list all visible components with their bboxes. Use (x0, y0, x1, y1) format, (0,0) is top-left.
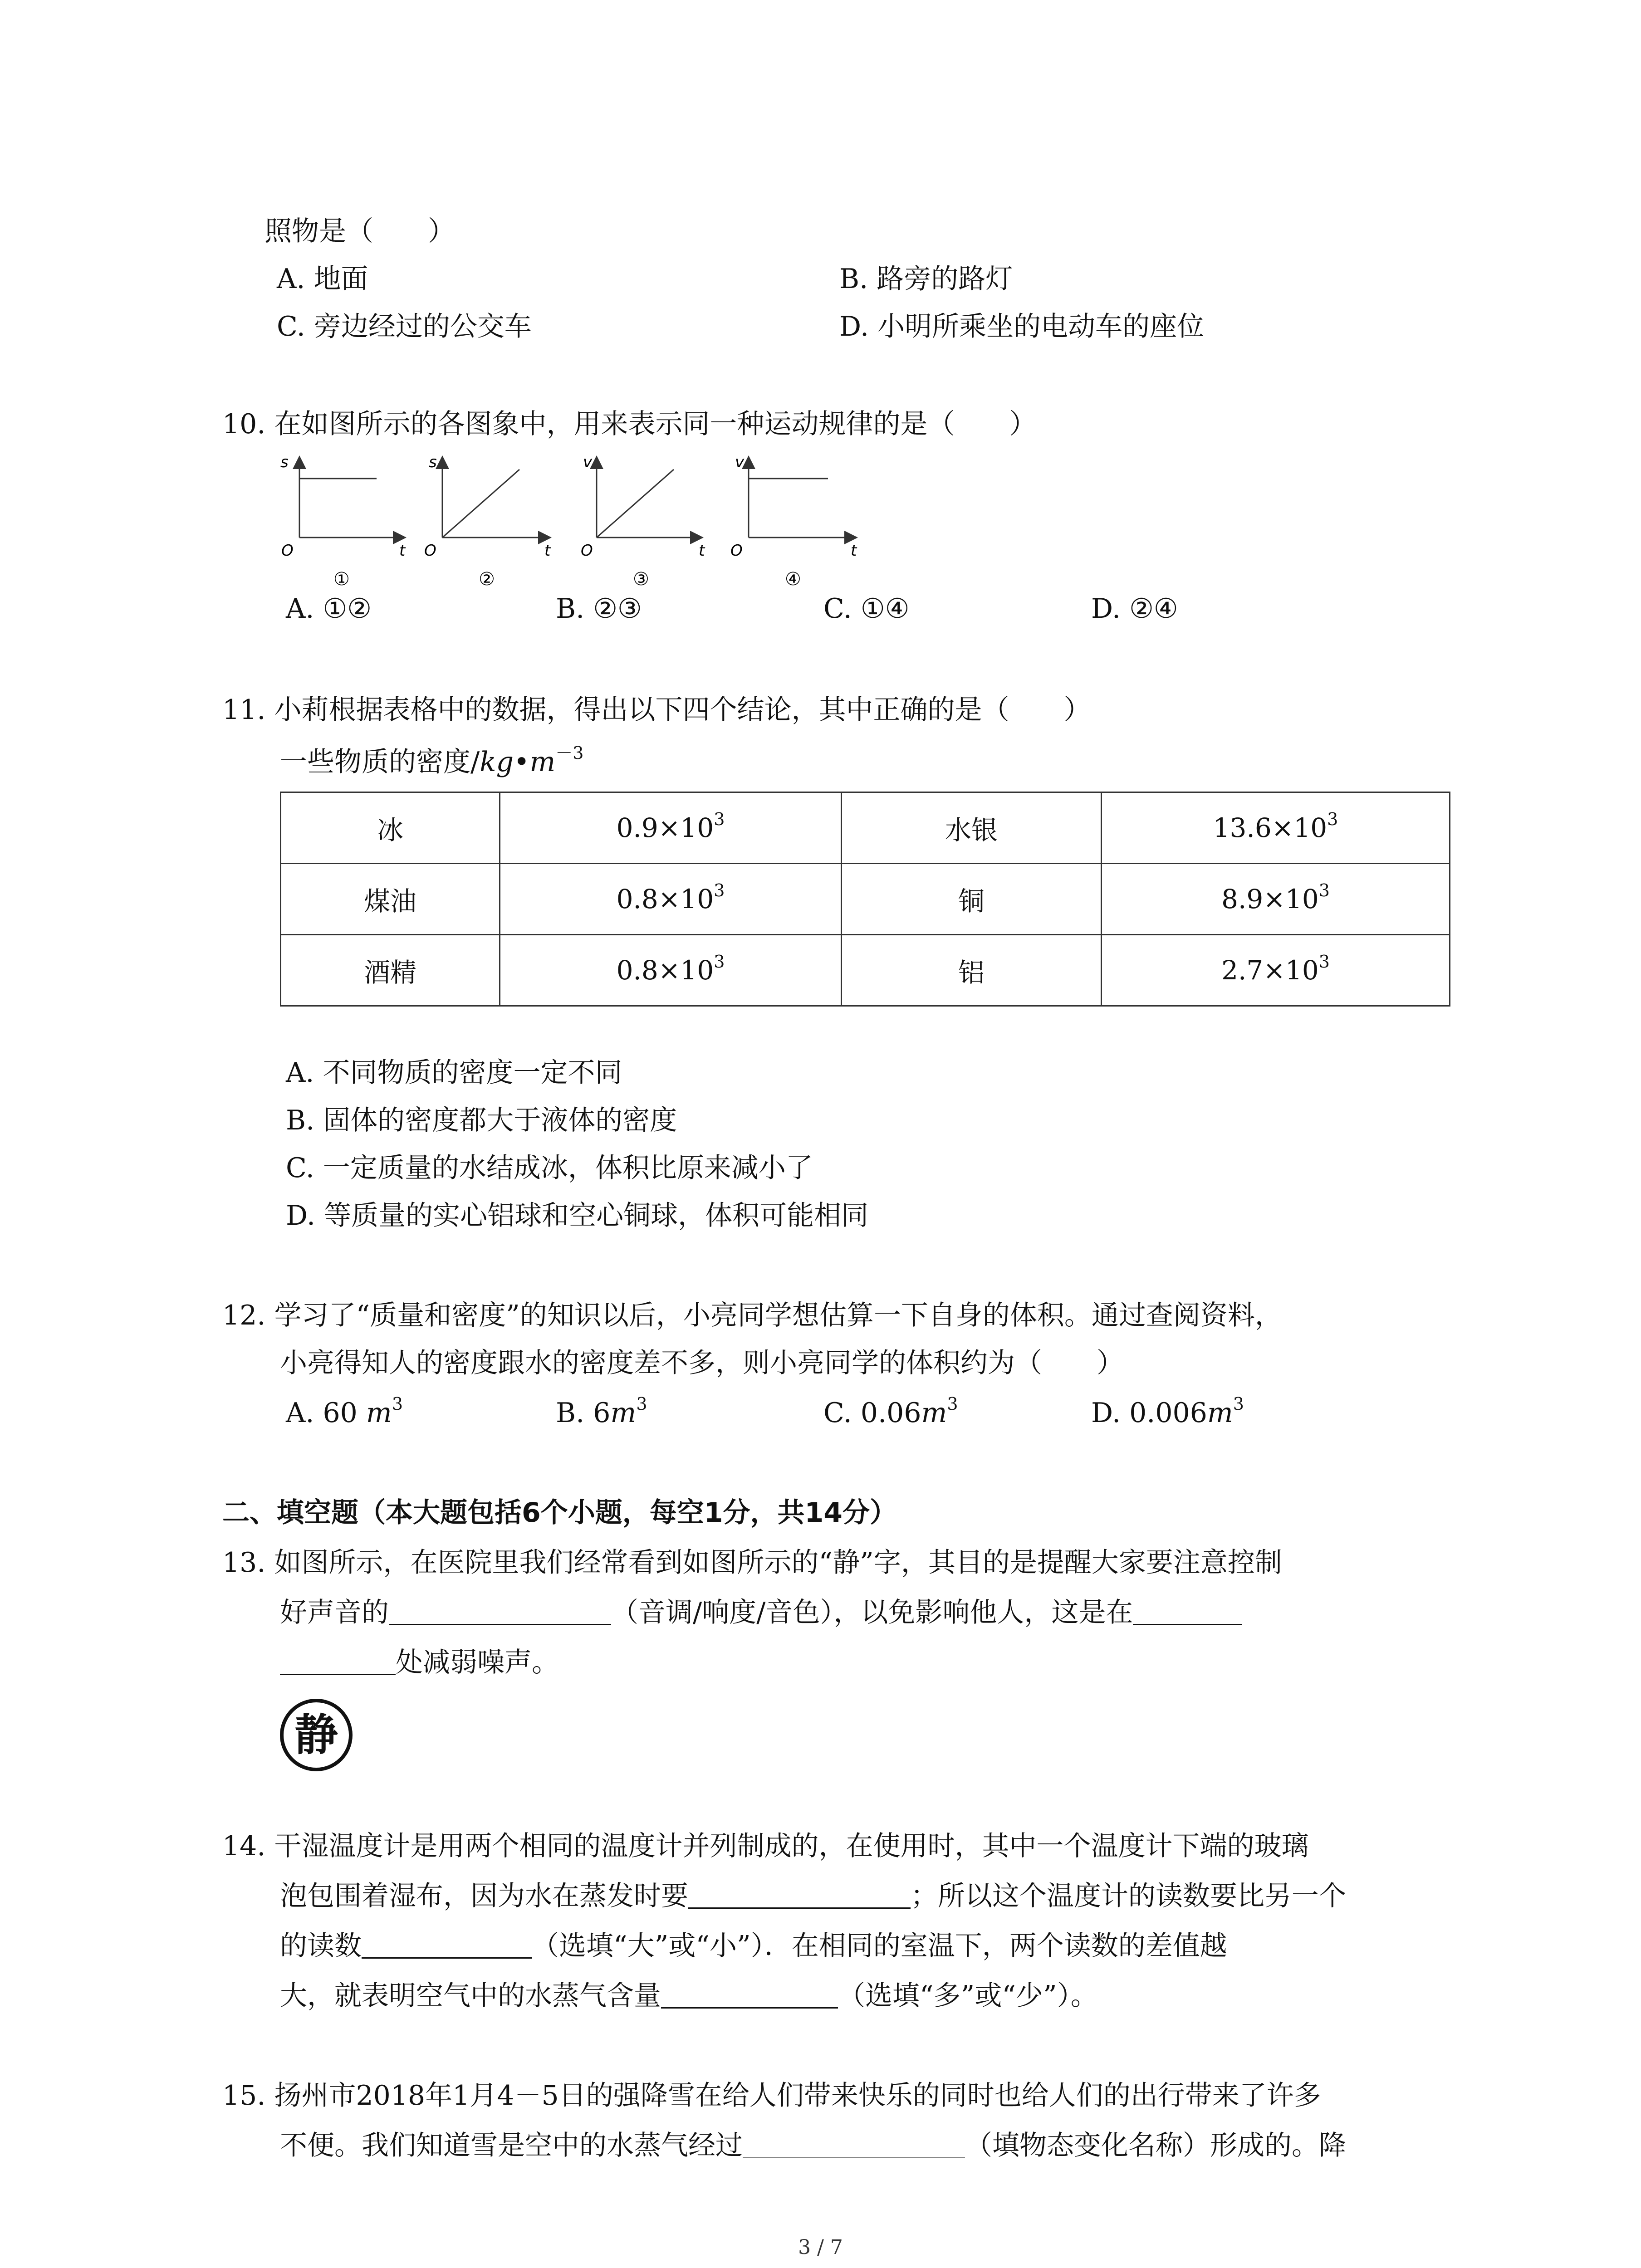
graph-3 (581, 453, 705, 590)
q11-option-b: B. 固体的密度都大于液体的密度 (286, 1105, 677, 1136)
answer-blank[interactable] (743, 2130, 965, 2158)
quiet-sign-char: 静 (294, 1710, 338, 1760)
q14-line2: 泡包围着湿布，因为水在蒸发时要 ；所以这个温度计的读数要比另一个 (280, 1880, 1346, 1912)
graph-3-y-label: v (583, 453, 593, 471)
graph-1 (280, 453, 406, 590)
quiet-sign (280, 1699, 353, 1771)
page-number: 3 / 7 (798, 2236, 843, 2259)
answer-blank[interactable] (362, 1930, 532, 1959)
q12-stem-line2: 小亮得知人的密度跟水的密度差不多，则小亮同学的体积约为（ ） (280, 1347, 1124, 1379)
graph-4 (730, 453, 857, 590)
q10-option-d: D. ②④ (1091, 593, 1178, 625)
q14-line1: 14. 干湿温度计是用两个相同的温度计并列制成的，在使用时，其中一个温度计下端的玻璃 (222, 1830, 1309, 1862)
q11-option-d: D. 等质量的实心铝球和空心铜球，体积可能相同 (286, 1200, 869, 1232)
q9-option-a: A. 地面 (277, 263, 368, 295)
table-row (281, 864, 1450, 935)
q11-table-caption (280, 744, 583, 780)
q15-line1: 15. 扬州市2018年1月4－5日的强降雪在给人们带来快乐的同时也给人们的出行带来了许多 (222, 2080, 1321, 2112)
graph-2-x-label: t (544, 542, 551, 560)
table-cell: 铜 (842, 864, 1102, 935)
q10-option-a: A. ①② (286, 593, 372, 625)
graph-3-line (597, 469, 674, 538)
q9-option-c: C. 旁边经过的公交车 (277, 311, 532, 342)
table-cell: 酒精 (281, 935, 500, 1006)
graph-1-y-label: s (280, 453, 289, 471)
graph-3-origin: O (581, 542, 593, 560)
answer-blank[interactable] (389, 1597, 611, 1625)
q10-option-b: B. ②③ (556, 593, 642, 625)
table-cell: $2.7\times 10^3$ (1102, 935, 1450, 1006)
graph-1-origin: O (281, 542, 294, 560)
q14-line3: 的读数 （选填“大”或“小”）．在相同的室温下，两个读数的差值越 (280, 1930, 1227, 1962)
q15-line2: 不便。我们知道雪是空中的水蒸气经过 （填物态变化名称）形成的。降 (280, 2130, 1346, 2161)
answer-blank[interactable] (661, 1980, 838, 2009)
q12-option-d: D. $0.006m^3$ (1091, 1394, 1244, 1429)
graph-4-number: ④ (785, 569, 801, 590)
q12-option-b: B. $6m^3$ (556, 1394, 647, 1429)
graph-4-origin: O (730, 542, 743, 560)
q12-stem-line1: 12. 学习了“质量和密度”的知识以后，小亮同学想估算一下自身的体积。通过查阅资料， (222, 1300, 1282, 1331)
q10-stem: 10. 在如图所示的各图象中，用来表示同一种运动规律的是（ ） (222, 408, 1037, 440)
q13-line3: 处减弱噪声。 (280, 1644, 559, 1681)
q12-option-c: C. $0.06m^3$ (823, 1394, 958, 1429)
graph-2-y-label: s (429, 453, 437, 471)
q11-stem: 11. 小莉根据表格中的数据，得出以下四个结论，其中正确的是（ ） (222, 694, 1091, 726)
answer-blank[interactable] (688, 1880, 911, 1909)
graph-4-y-label: v (735, 453, 745, 471)
q12-option-a: A. 60 $m^3$ (286, 1394, 403, 1429)
q10-graphs (272, 449, 907, 594)
q9-stem-tail: 照物是（ ） (265, 215, 455, 247)
q13-line2: 好声音的 （音调/响度/音色），以免影响他人，这是在 (280, 1594, 1242, 1631)
table-cell: 冰 (281, 792, 500, 864)
table-cell: $0.9\times 10^3$ (500, 792, 842, 864)
table-cell: 水银 (842, 792, 1102, 864)
graph-2-number: ② (479, 569, 495, 590)
q13-line1: 13. 如图所示，在医院里我们经常看到如图所示的“静”字，其目的是提醒大家要注意控制 (222, 1547, 1282, 1579)
graph-1-x-label: t (399, 542, 406, 560)
table-cell: $0.8\times 10^3$ (500, 935, 842, 1006)
table-cell: 铝 (842, 935, 1102, 1006)
q9-option-d: D. 小明所乘坐的电动车的座位 (839, 311, 1205, 342)
table-row (281, 792, 1450, 864)
graph-2-origin: O (424, 542, 436, 560)
table-caption-exp: －3 (555, 743, 584, 763)
graph-1-number: ① (333, 569, 350, 590)
table-cell: $8.9\times 10^3$ (1102, 864, 1450, 935)
graph-2 (424, 453, 551, 590)
section-2-heading: 二、填空题（本大题包括6个小题，每空1分，共14分） (222, 1497, 897, 1529)
table-cell: $0.8\times 10^3$ (500, 864, 842, 935)
table-cell: 煤油 (281, 864, 500, 935)
q14-line4: 大，就表明空气中的水蒸气含量 （选填“多”或“少”）。 (280, 1980, 1098, 2012)
table-caption-unit: kg•m (480, 746, 556, 778)
graph-4-x-label: t (851, 542, 857, 560)
q9-option-b: B. 路旁的路灯 (839, 263, 1013, 295)
q11-option-c: C. 一定质量的水结成冰，体积比原来减小了 (286, 1152, 813, 1184)
table-caption-text: 一些物质的密度/ (280, 746, 480, 778)
table-cell: $13.6\times 10^3$ (1102, 792, 1450, 864)
graph-2-line (442, 469, 519, 538)
q11-option-a: A. 不同物质的密度一定不同 (286, 1057, 622, 1089)
graph-3-x-label: t (699, 542, 705, 560)
q10-option-c: C. ①④ (823, 593, 910, 625)
answer-blank[interactable] (1133, 1597, 1242, 1625)
density-table (280, 792, 1450, 1007)
table-row (281, 935, 1450, 1006)
graph-3-number: ③ (633, 569, 649, 590)
answer-blank[interactable] (280, 1647, 396, 1675)
